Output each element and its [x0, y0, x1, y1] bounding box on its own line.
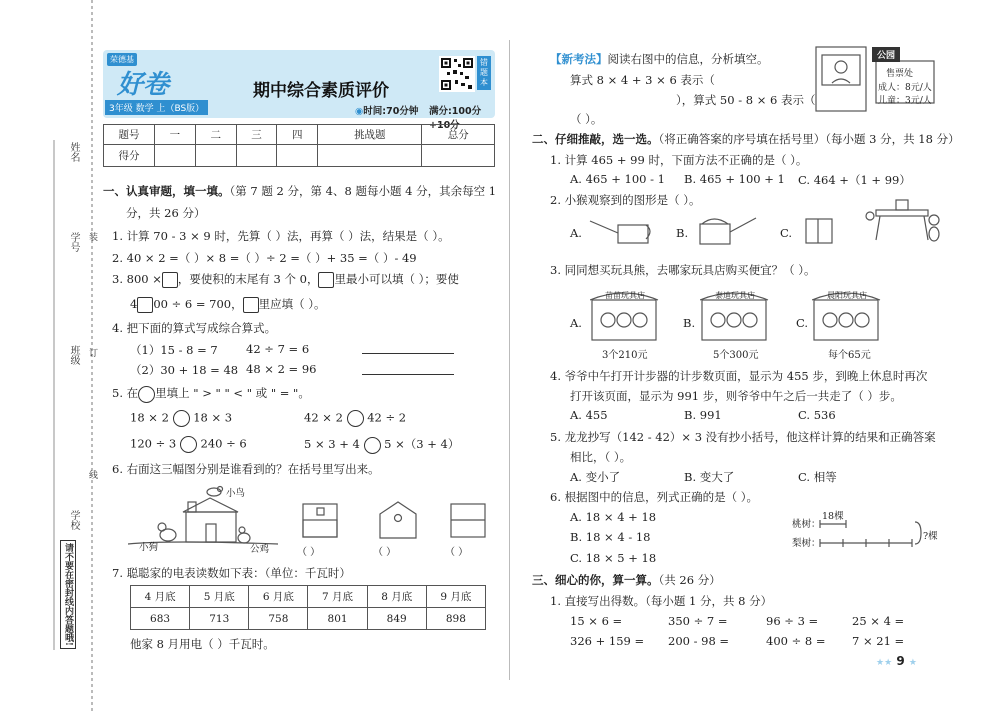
- calc-item: 200 - 98 =: [668, 634, 730, 648]
- view-side: [378, 500, 418, 540]
- compare-circle[interactable]: [180, 436, 197, 453]
- seal-mark: 线: [87, 470, 97, 479]
- watering-can-side-view: [588, 217, 654, 247]
- qr-code-icon: [439, 56, 475, 92]
- calc-item: 326 + 159 =: [570, 634, 645, 648]
- score-table-header: 总分: [422, 125, 495, 145]
- calc-item: 7 × 21 =: [852, 634, 905, 648]
- compare-circle[interactable]: [364, 437, 381, 454]
- section-2-heading: 二、仔细推敲，选一选。（将正确答案的序号填在括号里）（每小题 3 分，共 18 分）: [532, 132, 960, 146]
- question-6: 6. 右面这三幅图分别是谁看到的？在括号里写出来。: [112, 462, 380, 476]
- seal-mark: 装: [87, 232, 97, 241]
- option-c: C. 18 × 5 + 18: [570, 551, 657, 565]
- answer-box[interactable]: [243, 297, 259, 313]
- tree-comparison-diagram: [818, 516, 922, 550]
- unknown-count: ?棵: [923, 531, 938, 542]
- choice-question-6: 6. 根据图中的信息，列式正确的是（ ）。: [550, 490, 759, 504]
- shop-price: 每个65元: [828, 350, 871, 361]
- compare-item: 5 × 3 + 4 5 ×（3 + 4）: [304, 436, 459, 454]
- column-divider: [509, 40, 510, 680]
- q4-part1-a: （1）15 - 8 = 7: [130, 343, 218, 357]
- choice-question-3: 3. 同同想买玩具熊，去哪家玩具店购买便宜？（ ）。: [550, 263, 816, 277]
- answer-paren[interactable]: （ ）: [445, 547, 469, 558]
- score-row-label: 得分: [104, 145, 155, 167]
- option-a: A. 455: [570, 408, 608, 422]
- option-c: C.: [796, 316, 809, 330]
- q8-line-2: ），算式 50 - 8 × 6 表示（: [676, 93, 816, 107]
- score-table-header: 二: [195, 125, 236, 145]
- choice-question-4-cont: 打开该页面，显示为 991 步，则爷爷中午之后一共走了（ ）步。: [570, 389, 902, 403]
- full-score: 满分:100分+10分: [429, 106, 482, 131]
- calc-item: 15 × 6 =: [570, 614, 623, 628]
- score-cell[interactable]: [155, 145, 196, 167]
- watering-can-angled-view: [694, 212, 760, 248]
- month-header: 9 月底: [426, 586, 485, 608]
- wrong-questions-badge: 错题本: [477, 56, 491, 90]
- name-label: 姓名: [68, 142, 79, 162]
- answer-line[interactable]: [362, 374, 454, 375]
- month-header: 5 月底: [190, 586, 249, 608]
- star-decoration-icon: ★: [908, 658, 917, 668]
- compare-circle: [138, 386, 155, 403]
- option-a: A. 变小了: [570, 470, 621, 484]
- question-3-cont: 4 00 ÷ 6 = 700， 里应填（ ）。: [130, 297, 326, 311]
- answer-box[interactable]: [137, 297, 153, 313]
- peach-label: 桃树：: [792, 519, 821, 530]
- meter-reading: 898: [426, 608, 485, 630]
- meter-reading: 801: [308, 608, 367, 630]
- segment-count: 18棵: [822, 511, 844, 522]
- section-1-note: 分，共 26 分）: [126, 206, 206, 220]
- ticket-office-label: 售票处: [886, 69, 914, 79]
- q8-line-3: （ ）。: [570, 112, 603, 126]
- option-a: A. 465 + 100 - 1: [570, 172, 665, 186]
- star-decoration-icon: ★★: [876, 658, 893, 668]
- month-header: 7 月底: [308, 586, 367, 608]
- compare-circle[interactable]: [347, 410, 364, 427]
- score-table-header: 四: [277, 125, 318, 145]
- question-3: 3. 800 × ，要使积的末尾有 3 个 0， 里最小可以填（ ）；要使: [112, 272, 459, 286]
- answer-box[interactable]: [162, 272, 178, 288]
- choice-question-5: 5. 龙龙抄写（142 - 42）× 3 没有抄小括号，他这样计算的结果和正确答案: [550, 430, 936, 444]
- meter-reading: 713: [190, 608, 249, 630]
- student-id-label: 学号: [68, 232, 79, 252]
- score-table-header: 三: [236, 125, 277, 145]
- rooster-label: 公鸡: [250, 544, 270, 555]
- meter-table: [130, 585, 486, 630]
- score-cell[interactable]: [277, 145, 318, 167]
- month-header: 8 月底: [367, 586, 426, 608]
- answer-box[interactable]: [318, 272, 334, 288]
- option-a: A. 18 × 4 + 18: [570, 510, 657, 524]
- calc-item: 350 ÷ 7 =: [668, 614, 728, 628]
- park-sign: 公园: [872, 47, 900, 62]
- option-c: C. 相等: [798, 470, 837, 484]
- shop-name: 晨阳玩具店: [827, 291, 867, 300]
- q4-part2-b: 48 × 2 = 96: [246, 362, 317, 376]
- school-label: 学校: [68, 510, 79, 530]
- calc-item: 25 × 4 =: [852, 614, 905, 628]
- q4-part2-a: （2）30 + 18 = 48: [130, 363, 239, 377]
- score-table-header: 题号: [104, 125, 155, 145]
- choice-question-2: 2. 小猴观察到的图形是（ ）。: [550, 193, 701, 207]
- calc-question-1: 1. 直接写出得数。（每小题 1 分，共 8 分）: [550, 594, 773, 608]
- option-b: B.: [683, 316, 696, 330]
- child-price: 儿童：3元/人: [878, 96, 932, 106]
- question-7-answer: 他家 8 月用电（ ）千瓦时。: [130, 637, 275, 651]
- option-b: B. 变大了: [684, 470, 735, 484]
- option-b: B. 991: [684, 408, 722, 422]
- watering-can-front-view: [804, 217, 834, 247]
- exam-title: 期中综合素质评价: [253, 81, 389, 101]
- score-table-header: 一: [155, 125, 196, 145]
- option-b: B. 465 + 100 + 1: [684, 172, 785, 186]
- answer-line[interactable]: [362, 353, 454, 354]
- grade-label: 3年级 数学 上（BS版）: [105, 100, 208, 115]
- meter-reading: 849: [367, 608, 426, 630]
- question-2: 2. 40 × 2 =（ ）× 8 =（ ）÷ 2 =（ ）+ 35 =（ ）- 49: [112, 251, 417, 265]
- answer-paren[interactable]: （ ）: [373, 547, 397, 558]
- option-a: A.: [570, 316, 582, 330]
- option-c: C. 464 +（1 + 99）: [798, 173, 911, 187]
- option-b: B.: [676, 226, 689, 240]
- shop-price: 5个300元: [713, 350, 759, 361]
- score-table: [103, 124, 495, 167]
- option-c: C. 536: [798, 408, 836, 422]
- choice-question-1: 1. 计算 465 + 99 时，下面方法不正确的是（ ）。: [550, 153, 808, 167]
- q8-line-1: 算式 8 × 4 + 3 × 6 表示（: [570, 73, 715, 87]
- section-1-heading: 一、认真审题，填一填。（第 7 题 2 分，第 4、8 题每小题 4 分，其余每空 1: [103, 184, 497, 198]
- dog-label: 小狗: [139, 542, 159, 553]
- score-cell[interactable]: [236, 145, 277, 167]
- publisher-badge: 荣德基: [107, 53, 137, 66]
- time-limit: ◉时间:70分钟: [355, 106, 419, 117]
- option-b: B. 18 × 4 - 18: [570, 530, 651, 544]
- question-5: 5. 在 里填上 " > " " < " 或 " = "。: [112, 385, 310, 403]
- score-cell[interactable]: [422, 145, 495, 167]
- class-label: 班级: [68, 345, 79, 365]
- clock-icon: ◉: [355, 106, 364, 117]
- calc-item: 96 ÷ 3 =: [766, 614, 819, 628]
- answer-paren[interactable]: （ ）: [297, 547, 321, 558]
- score-cell[interactable]: [318, 145, 422, 167]
- compare-item: 42 × 2 42 ÷ 2: [304, 410, 406, 427]
- question-7: 7. 聪聪家的电表读数如下表：（单位：千瓦时）: [112, 566, 351, 580]
- shop-price: 3个210元: [602, 350, 648, 361]
- exam-header: [103, 50, 495, 131]
- section-3-heading: 三、细心的你，算一算。（共 26 分）: [532, 573, 721, 587]
- choice-question-4: 4. 爷爷中午打开计步器的计步数页面，显示为 455 步，到晚上休息时再次: [550, 369, 928, 383]
- compare-item: 120 ÷ 3 240 ÷ 6: [130, 436, 247, 453]
- compare-circle[interactable]: [173, 410, 190, 427]
- brand-logo: 好卷: [117, 70, 170, 100]
- meter-reading: 758: [249, 608, 308, 630]
- sealing-notice: 请不要在密封线内答题哦!: [60, 540, 76, 649]
- score-table-header: 挑战题: [318, 125, 422, 145]
- meter-reading: 683: [131, 608, 190, 630]
- view-top: [450, 503, 488, 539]
- choice-question-5-cont: 相比，（ ）。: [570, 450, 632, 464]
- score-cell[interactable]: [195, 145, 236, 167]
- bird-label: 小鸟: [226, 488, 246, 499]
- seal-mark: 订: [87, 348, 97, 357]
- monkey-table-illustration: [864, 192, 944, 244]
- month-header: 6 月底: [249, 586, 308, 608]
- binding-margin: [0, 0, 98, 711]
- question-8: 【新考法】阅读右图中的信息，分析填空。: [550, 52, 769, 66]
- calc-item: 400 ÷ 8 =: [766, 634, 826, 648]
- pear-label: 梨树：: [792, 538, 821, 549]
- seal-line: [0, 0, 98, 711]
- option-c: C.: [780, 226, 793, 240]
- shop-name: 泰迪玩具店: [715, 291, 755, 300]
- question-4: 4. 把下面的算式写成综合算式。: [112, 321, 277, 335]
- adult-price: 成人：8元/人: [878, 83, 932, 93]
- q4-part1-b: 42 ÷ 7 = 6: [246, 342, 310, 356]
- view-front: [302, 503, 340, 539]
- page-number: ★★ 9 ★: [876, 654, 917, 668]
- month-header: 4 月底: [131, 586, 190, 608]
- option-a: A.: [570, 226, 582, 240]
- shop-name: 苗苗玩具店: [605, 291, 645, 300]
- question-1: 1. 计算 70 - 3 × 9 时，先算（ ）法，再算（ ）法，结果是（ ）。: [112, 229, 450, 243]
- compare-item: 18 × 2 18 × 3: [130, 410, 232, 427]
